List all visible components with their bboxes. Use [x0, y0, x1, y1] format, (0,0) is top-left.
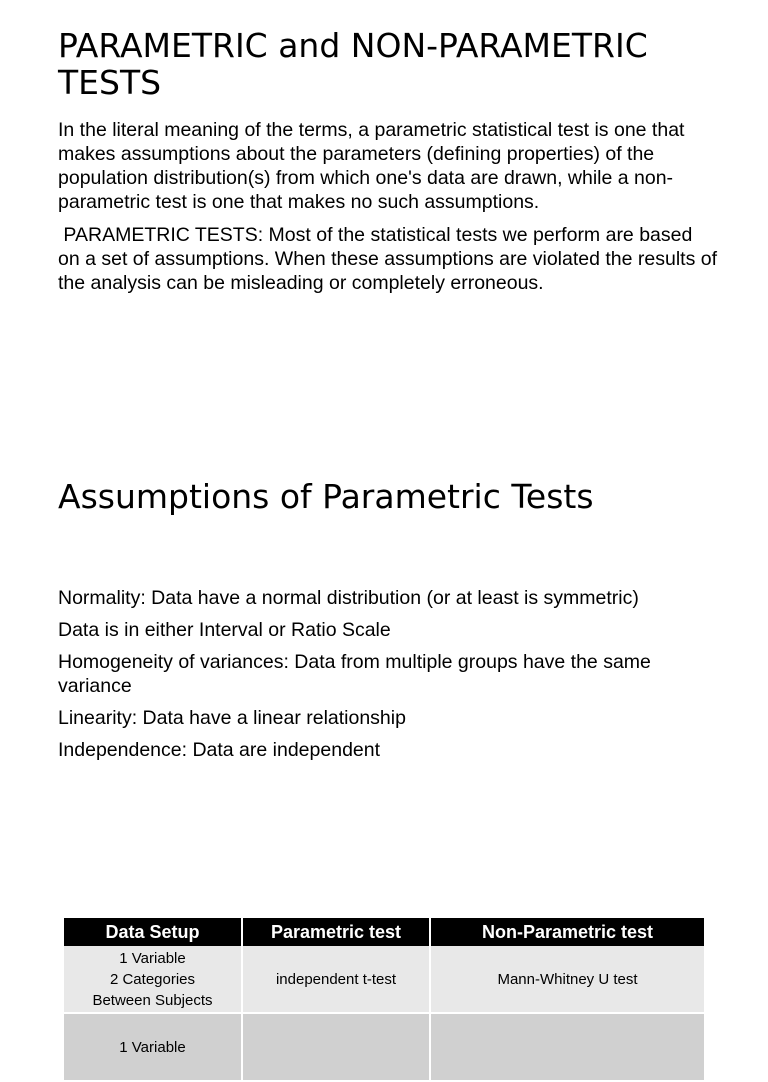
assumption-item: Homogeneity of variances: Data from multiple groups have the same variance	[58, 651, 651, 697]
assumptions-title: Assumptions of Parametric Tests	[58, 477, 594, 516]
table-row	[64, 1013, 704, 1081]
parametric-test-cell: independent t-test	[242, 946, 430, 1013]
data-setup-cell	[64, 1013, 242, 1081]
nonparametric-test-cell: Mann-Whitney U test	[430, 946, 704, 1013]
assumption-item: Independence: Data are independent	[58, 739, 381, 761]
assumption-item: Data is in either Interval or Ratio Scale	[58, 619, 391, 641]
table-header-row	[64, 918, 704, 946]
data-setup-cell	[64, 946, 242, 1013]
nonparametric-test-cell	[430, 1013, 704, 1081]
assumption-item: Normality: Data have a normal distribution (or at least is symmetric)	[58, 587, 639, 609]
header-nonparametric-test: Non-Parametric test	[430, 918, 704, 946]
tests-table	[64, 918, 704, 1082]
header-data-setup: Data Setup	[64, 918, 242, 946]
data-setup-line: 1 Variable	[119, 949, 186, 967]
slide-title: PARAMETRIC and NON-PARAMETRIC TESTS	[58, 26, 648, 102]
data-setup-line: 2 Categories	[109, 970, 196, 988]
assumption-item: Linearity: Data have a linear relationship	[58, 707, 406, 729]
table-row	[64, 946, 704, 1013]
parametric-tests-paragraph: PARAMETRIC TESTS: Most of the statistical tests we perform are based on a set of assumptions. When these assumptions are violated the results of the analysis can be misleading or completely erroneous.	[58, 224, 723, 294]
data-setup-line: Between Subjects	[92, 991, 213, 1009]
assumptions-list	[58, 586, 718, 770]
parametric-test-cell	[242, 1013, 430, 1081]
data-setup-line: 1 Variable	[119, 1038, 186, 1056]
intro-paragraph: In the literal meaning of the terms, a parametric statistical test is one that makes assumptions about the parameters (defining properties) of the population distribution(s) from which one's data are drawn, while a non-parametric test is one that makes no such assumptions.	[58, 119, 685, 213]
header-parametric-test: Parametric test	[242, 918, 430, 946]
